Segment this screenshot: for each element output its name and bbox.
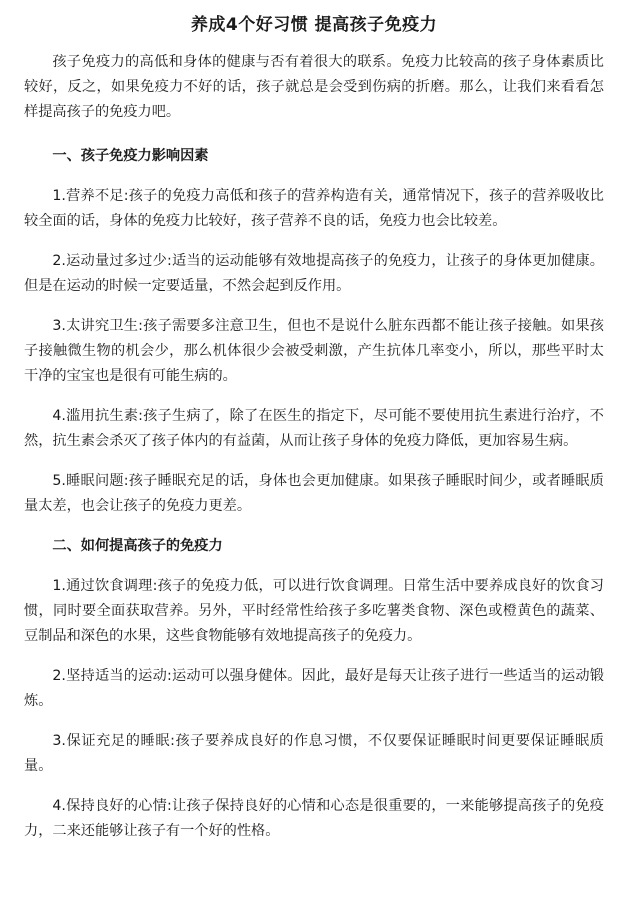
factor-item-1: 1.营养不足:孩子的免疫力高低和孩子的营养构造有关，通常情况下，孩子的营养吸收比较全面的话，身体的免疫力比较好，孩子营养不良的话，免疫力也会比较差。 (24, 188, 604, 229)
tip-item-1: 1.通过饮食调理:孩子的免疫力低，可以进行饮食调理。日常生活中要养成良好的饮食习惯，同时要全面获取营养。另外，平时经常性给孩子多吃薯类食物、深色或橙黄色的蔬菜、豆制品和深色的水果，这些食物能够有效地提高孩子的免疫力。 (24, 578, 604, 644)
section-heading-factors: 一、孩子免疫力影响因素 (52, 148, 209, 164)
section-heading-improve: 二、如何提高孩子的免疫力 (52, 538, 223, 554)
factor-item-3: 3.太讲究卫生:孩子需要多注意卫生，但也不是说什么脏东西都不能让孩子接触。如果孩子接触微生物的机会少，那么机体很少会被受刺激，产生抗体几率变小，所以，那些平时太干净的宝宝也是很有可能生病的。 (24, 318, 604, 384)
tip-item-3: 3.保证充足的睡眠:孩子要养成良好的作息习惯，不仅要保证睡眠时间更要保证睡眠质量。 (24, 733, 604, 774)
factor-item-4: 4.滥用抗生素:孩子生病了，除了在医生的指定下，尽可能不要使用抗生素进行治疗，不然，抗生素会杀灭了孩子体内的有益菌，从而让孩子身体的免疫力降低，更加容易生病。 (24, 408, 604, 449)
tip-item-2: 2.坚持适当的运动:运动可以强身健体。因此，最好是每天让孩子进行一些适当的运动锻炼。 (24, 668, 604, 709)
factor-item-2: 2.运动量过多过少:适当的运动能够有效地提高孩子的免疫力，让孩子的身体更加健康。但是在运动的时候一定要适量，不然会起到反作用。 (24, 253, 604, 294)
tip-item-4: 4.保持良好的心情:让孩子保持良好的心情和心态是很重要的，一来能够提高孩子的免疫力，二来还能够让孩子有一个好的性格。 (24, 798, 604, 839)
article-title: 养成4个好习惯 提高孩子免疫力 (190, 15, 438, 35)
factor-item-5: 5.睡眠问题:孩子睡眠充足的话，身体也会更加健康。如果孩子睡眠时间少，或者睡眠质量太差，也会让孩子的免疫力更差。 (24, 473, 604, 514)
intro-paragraph: 孩子免疫力的高低和身体的健康与否有着很大的联系。免疫力比较高的孩子身体素质比较好，反之，如果免疫力不好的话，孩子就总是会受到伤病的折磨。那么，让我们来看看怎样提高孩子的免疫力吧。 (24, 54, 604, 120)
